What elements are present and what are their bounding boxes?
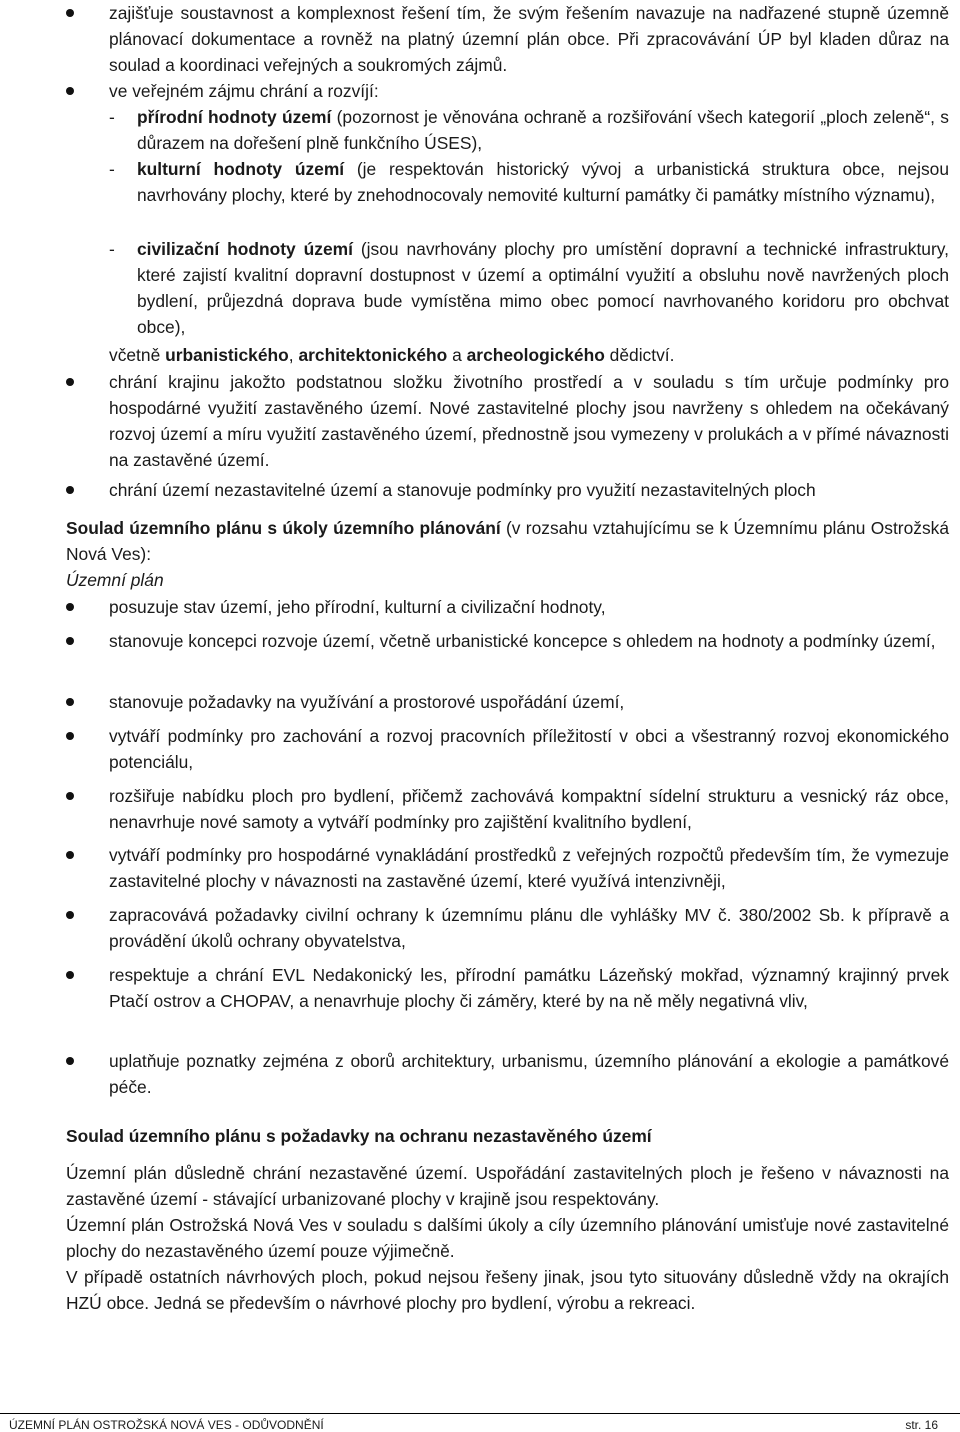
dash-marker: -: [109, 159, 115, 179]
bullet-icon: [66, 378, 74, 386]
bullet-icon: [66, 698, 74, 706]
bullet-icon: [66, 971, 74, 979]
page-number: str. 16: [905, 1418, 938, 1432]
bullet-item: chrání území nezastavitelné území a stanovuje podmínky pro využití nezastavitelných ploch: [109, 480, 816, 500]
section-heading-protection: Soulad územního plánu s požadavky na ochranu nezastavěného území: [66, 1126, 652, 1146]
list-item: stanovuje požadavky na využívání a prostorové uspořádání území,: [109, 692, 625, 712]
bullet-icon: [66, 851, 74, 859]
section-subheading: Územní plán: [66, 570, 164, 590]
list-item: vytváří podmínky pro zachování a rozvoj pracovních příležitostí v obci a všestranný rozvoj ekonomického potenciálu,: [109, 726, 949, 772]
sub-item-bold: kulturní hodnoty území: [137, 159, 345, 179]
bullet-item: ve veřejném zájmu chrání a rozvíjí:: [109, 81, 379, 101]
bullet-item: chrání krajinu jakožto podstatnou složku životního prostředí a v souladu s tím určuje podmínky pro hospodárné využití zastavěného území. Nové zastavitelné plochy jsou navrženy s ohledem na očekávaný rozvoj území a míru využití zastavěného území, přednostně jsou vymezeny v prolukách a v přímé návaznosti na zastavěné území.: [109, 372, 949, 470]
paragraph: Územní plán důsledně chrání nezastavěné území. Uspořádání zastavitelných ploch je řešeno v návaznosti na zastavěné území - stávající urbanizované plochy v krajině jsou respektovány.: [66, 1163, 949, 1209]
heading-text: (v rozsahu vztahujícímu se k Územnímu plánu Ostrožská Nová Ves):: [66, 518, 950, 564]
bullet-icon: [66, 87, 74, 95]
sub-item-bold: přírodní hodnoty území: [137, 107, 332, 127]
sub-item-text: (pozornost je věnována ochraně a rozšiřování všech kategorií „ploch zeleně“, s důrazem na dořešení plně funkčního ÚSES),: [137, 107, 949, 153]
sub-item-bold: civilizační hodnoty území: [137, 239, 353, 259]
text-run-bold: urbanistického: [165, 345, 289, 365]
dash-marker: -: [109, 107, 115, 127]
heading-bold: Soulad územního plánu s úkoly územního plánování: [66, 518, 501, 538]
bullet-icon: [66, 1057, 74, 1065]
list-item: stanovuje koncepci rozvoje území, včetně urbanistické koncepce s ohledem na hodnoty a podmínky území,: [109, 631, 936, 651]
section-heading-tasks: [66, 515, 949, 567]
sub-item-cultural-values: [137, 156, 949, 208]
bullet-icon: [66, 603, 74, 611]
sub-item-natural-values: [137, 104, 949, 156]
bullet-icon: [66, 486, 74, 494]
text-run-bold: architektonického: [298, 345, 448, 365]
list-item: respektuje a chrání EVL Nedakonický les, přírodní památku Lázeňský mokřad, významný krajinný prvek Ptačí ostrov a CHOPAV, a nenavrhuje plochy či záměry, které by na ně měly negativná vliv,: [109, 965, 949, 1011]
paragraph: V případě ostatních návrhových ploch, pokud nejsou řešeny jinak, jsou tyto situovány důsledně vždy na okrajích HZÚ obce. Jedná se především o návrhové plochy pro bydlení, výrobu a rekreaci.: [66, 1267, 949, 1313]
text-run: dědictví.: [604, 345, 675, 365]
heritage-line: [109, 342, 949, 368]
sub-item-text: (jsou navrhovány plochy pro umístění dopravní a technické infrastruktury, které zajistí kvalitní dopravní dostupnost v území a optimální využití a obsluhu nově navržených ploch bydlení, průjezdná doprava bude vymístěna mimo obec pomocí navrhovaného koridoru pro obchvat obce),: [137, 239, 949, 337]
list-item: zapracovává požadavky civilní ochrany k územnímu plánu dle vyhlášky MV č. 380/2002 Sb. k přípravě a provádění úkolů ochrany obyvatelstva,: [109, 905, 949, 951]
text-run: a: [447, 345, 467, 365]
list-item: uplatňuje poznatky zejména z oborů architektury, urbanismu, územního plánování a ekologie a památkové péče.: [109, 1051, 949, 1097]
bullet-icon: [66, 732, 74, 740]
list-item: posuzuje stav území, jeho přírodní, kulturní a civilizační hodnoty,: [109, 597, 606, 617]
bullet-item: zajišťuje soustavnost a komplexnost řešení tím, že svým řešením navazuje na nadřazené stupně územně plánovací dokumentace a rovněž na platný územní plán obce. Při zpracovávání ÚP byl kladen důraz na soulad a koordinaci veřejných a soukromých zájmů.: [109, 3, 949, 75]
footer-divider: [0, 1413, 960, 1414]
list-item: rozšiřuje nabídku ploch pro bydlení, přičemž zachovává kompaktní sídelní strukturu a vesnický ráz obce, nenavrhuje nové samoty a vytváří podmínky pro zajištění kvalitního bydlení,: [109, 786, 949, 832]
text-run: ,: [288, 345, 299, 365]
bullet-icon: [66, 792, 74, 800]
footer-title: ÚZEMNÍ PLÁN OSTROŽSKÁ NOVÁ VES - ODŮVODNĚNÍ: [9, 1418, 324, 1432]
sub-item-civilization-values: [137, 236, 949, 340]
list-item: vytváří podmínky pro hospodárné vynakládání prostředků z veřejných rozpočtů především tím, že vymezuje zastavitelné plochy v návaznosti na zastavěné území, které využívá intenzivněji,: [109, 845, 949, 891]
text-run-bold: archeologického: [466, 345, 605, 365]
bullet-icon: [66, 637, 74, 645]
bullet-icon: [66, 911, 74, 919]
sub-item-text: (je respektován historický vývoj a urbanistická struktura obce, nejsou navrhovány plochy, které by znehodnocovaly nemovité kulturní památky či památky místního významu),: [137, 159, 949, 205]
bullet-icon: [66, 9, 74, 17]
text-run: včetně: [109, 345, 166, 365]
dash-marker: -: [109, 239, 115, 259]
paragraph: Územní plán Ostrožská Nová Ves v souladu s dalšími úkoly a cíly územního plánování umisťuje nové zastavitelné plochy do nezastavěného území pouze výjimečně.: [66, 1215, 949, 1261]
